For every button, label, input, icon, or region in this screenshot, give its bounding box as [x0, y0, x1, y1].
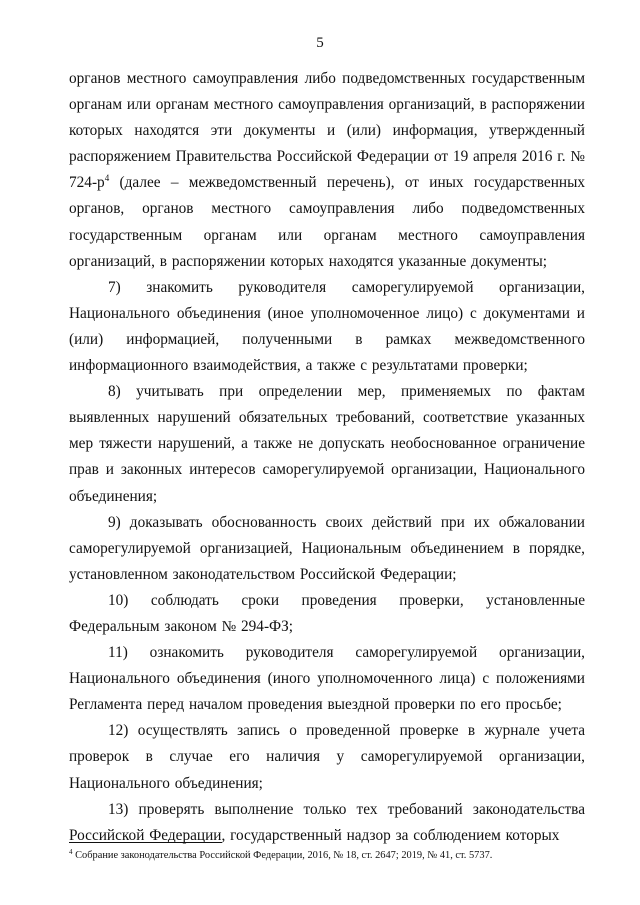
- paragraph-item-10: 10) соблюдать сроки проведения проверки, установленные Федеральным законом № 294-ФЗ;: [69, 591, 585, 635]
- footnote-reference: 4: [104, 173, 110, 184]
- footnote: [69, 849, 589, 862]
- page-number: 5: [316, 35, 324, 51]
- paragraph-item-13: 13) проверять выполнение только тех требований законодательства Российской Федерации, государственный надзор за соблюдением которых: [69, 800, 585, 844]
- paragraph-continuation: [69, 66, 585, 275]
- footnote-text: Собрание законодательства Российской Федерации, 2016, № 18, ст. 2647; 2019, № 41, ст. 5737.: [72, 850, 493, 861]
- paragraph-item-11: 11) ознакомить руководителя саморегулируемой организации, Национального объединения (иного уполномоченного лица) с положениями Регламента перед началом проведения выездной проверки по его просьбе;: [69, 644, 585, 714]
- paragraph-item-9: 9) доказывать обоснованность своих действий при их обжаловании саморегулируемой организацией, Национальным объединением в порядке, установленном законодательством Российской Федерации;: [69, 513, 585, 583]
- paragraph-item-7: 7) знакомить руководителя саморегулируемой организации, Национального объединения (иное уполномоченное лицо) с документами и (или) информацией, полученными в рамках межведомственного информационного взаимодействия, а также с результатами проверки;: [69, 278, 585, 375]
- paragraph-text: органов местного самоуправления либо подведомственных государственным органам или органам местного самоуправления организаций, в распоряжении которых находятся эти документы и (или) информация, утвержденный распоряжением Правительства Российской Федерации от 19 апреля 2016 г. № 724-р: [69, 70, 585, 192]
- paragraph-text: (далее – межведомственный перечень), от иных государственных органов, органов местного самоуправления либо подведомственных государственным органам или органам местного самоуправления организаций, в распоряжении которых находятся указанные документы;: [69, 174, 585, 270]
- body-text: [69, 66, 585, 849]
- footnote-marker: 4: [69, 848, 73, 856]
- paragraph-item-8: 8) учитывать при определении мер, применяемых по фактам выявленных нарушений обязательных требований, соответствие указанных мер тяжести нарушений, а также не допускать необоснованное ограничение прав и законных интересов саморегулируемой организации, Национального объединения;: [69, 383, 585, 505]
- footnote-divider: [69, 842, 222, 843]
- paragraph-item-12: 12) осуществлять запись о проведенной проверке в журнале учета проверок в случае его наличия у саморегулируемой организации, Национального объединения;: [69, 722, 585, 792]
